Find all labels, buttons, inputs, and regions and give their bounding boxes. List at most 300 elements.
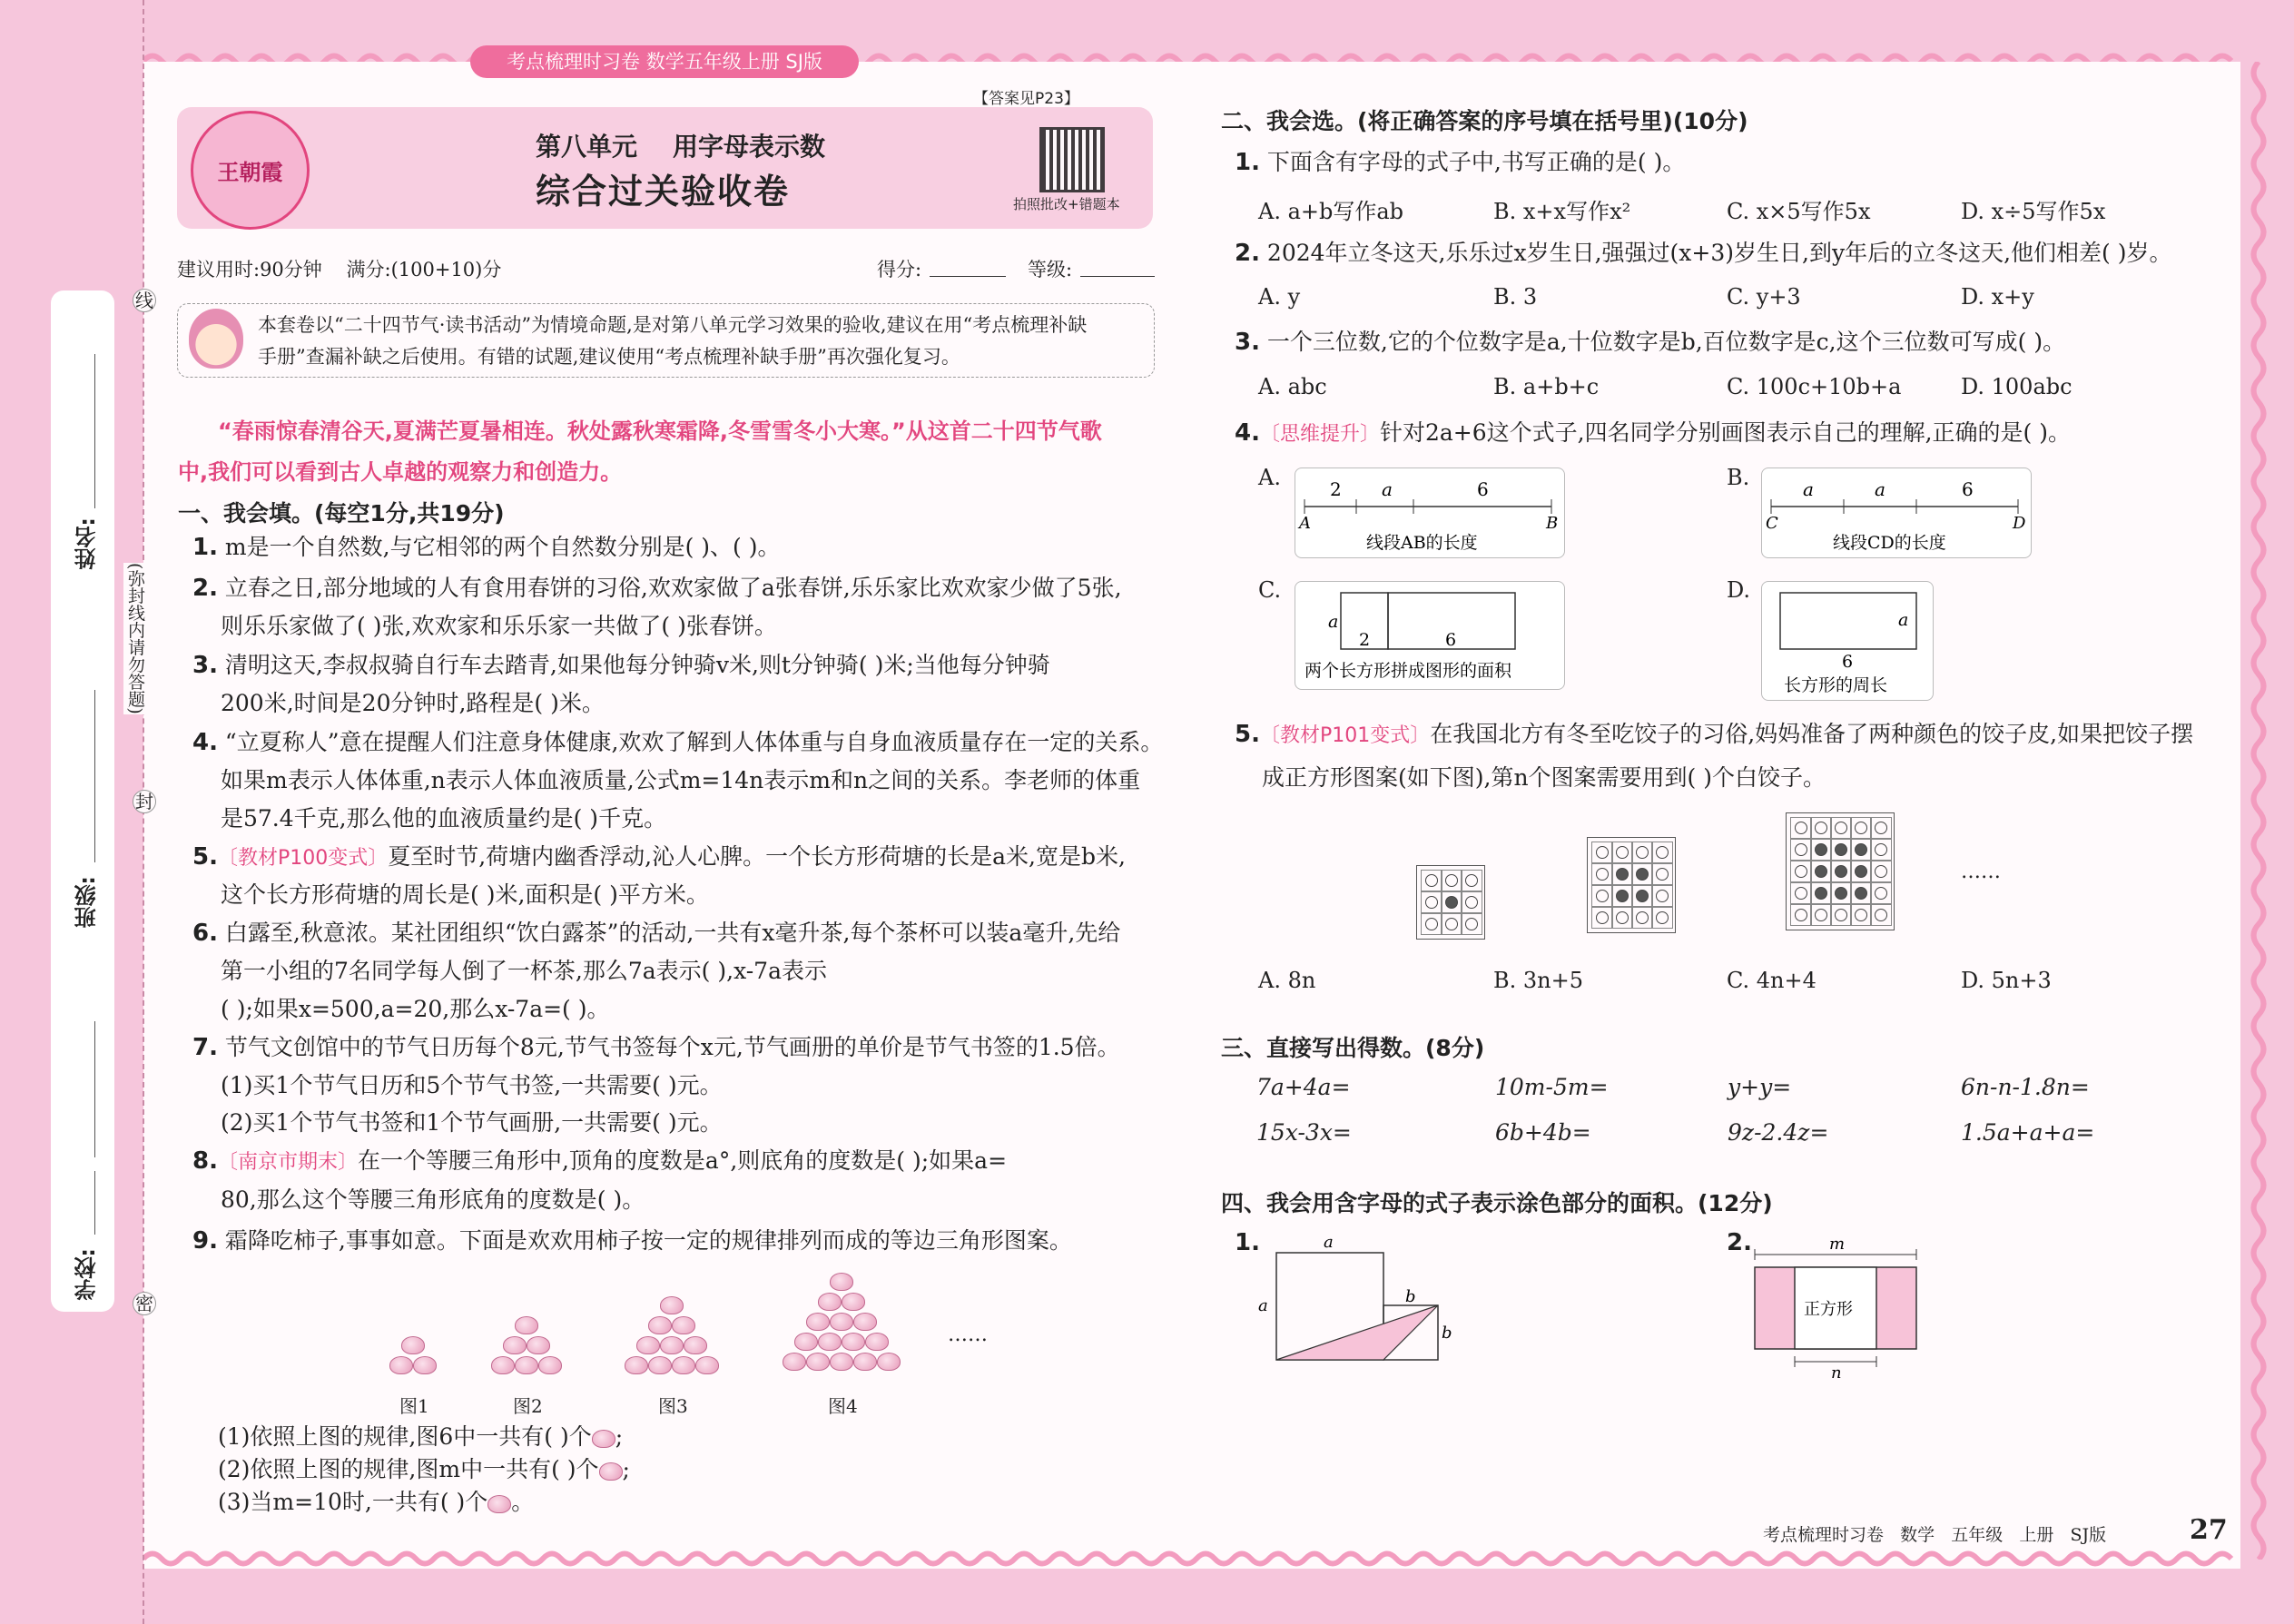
s1-q8 (192, 1146, 1007, 1178)
dumpling-cell (1870, 904, 1892, 926)
s1-q7-c: (2)买1个节气书签和1个节气画册,一共需要( )元。 (221, 1109, 723, 1136)
s2-q5-opt-c[interactable]: C. 4n+4 (1727, 968, 1816, 993)
persimmon (794, 1333, 818, 1351)
calc-item-3[interactable]: y+y= (1728, 1074, 1792, 1100)
s2-q3-num: 3. (1235, 329, 1260, 356)
s2-q5-opt-a[interactable]: A. 8n (1258, 968, 1316, 993)
persimmon-row (386, 1334, 440, 1354)
dumpling-cell (1591, 907, 1613, 929)
s2-q3-opt-c[interactable]: C. 100c+10b+a (1727, 374, 1902, 399)
dumpling-cell (1631, 885, 1653, 907)
dumpling-cell (1461, 913, 1482, 935)
fig-label-1: 图1 (399, 1395, 429, 1417)
persimmon (865, 1333, 889, 1351)
dumpling-cell (1810, 904, 1832, 926)
persimmon (660, 1296, 684, 1314)
dumpling-cell (1790, 882, 1812, 904)
s2-q1 (1235, 147, 1685, 178)
persimmon-row (773, 1311, 910, 1331)
persimmon (818, 1333, 842, 1351)
persimmon (684, 1336, 707, 1354)
persimmon (853, 1313, 877, 1331)
segment-ab-diagram (1295, 468, 1564, 557)
s2-q3-opt-b[interactable]: B. a+b+c (1493, 374, 1600, 399)
s1-q3-num: 3. (192, 652, 218, 679)
persimmon-row (617, 1314, 726, 1334)
answer-ref: 【答案见P23】 (973, 90, 1079, 108)
s1-q5-text-a: 夏至时节,荷塘内幽香浮动,沁人心脾。一个长方形荷塘的长是a米,宽是b米, (388, 843, 1126, 870)
fig2-label-square: 正方形 (1804, 1300, 1853, 1319)
s2-q4-letter-d[interactable]: D. (1727, 577, 1751, 603)
qr-caption: 拍照批改+错题本 (1013, 196, 1120, 212)
dumpling-cell (1850, 904, 1872, 926)
segment-cd-diagram (1762, 468, 2031, 557)
s2-q3 (1235, 327, 2065, 358)
seg-b-end-c: C (1766, 514, 1778, 533)
s2-q4-tag: 〔思维提升〕 (1259, 423, 1380, 446)
persimmon (527, 1336, 550, 1354)
dumpling-cell (1870, 882, 1892, 904)
dumpling-cell (1830, 882, 1852, 904)
s2-q2 (1235, 238, 2171, 269)
s2-q5-opt-d[interactable]: D. 5n+3 (1961, 968, 2052, 993)
s1-q4-c: 是57.4千克,那么他的血液质量约是( )千克。 (221, 805, 667, 832)
white-dumpling (1795, 822, 1807, 834)
dark-dumpling (1835, 865, 1847, 878)
dumpling-cell (1850, 817, 1872, 839)
s2-q4-text: 针对2a+6这个式子,四名同学分别画图表示自己的理解,正确的是( )。 (1379, 419, 2071, 446)
s4-fig-2 (1748, 1235, 1947, 1380)
s2-q2-opt-c[interactable]: C. y+3 (1727, 284, 1801, 310)
dumpling-cell (1850, 839, 1872, 861)
dark-dumpling (1855, 865, 1867, 878)
seg-b-label-6: 6 (1962, 478, 1974, 500)
dumpling-cell (1810, 839, 1832, 861)
white-dumpling (1425, 896, 1438, 909)
dark-dumpling (1835, 843, 1847, 856)
rect-c-label-2: 2 (1359, 630, 1371, 650)
s4-fig-1 (1253, 1235, 1471, 1371)
seg-a-end-a: A (1299, 514, 1311, 533)
section-4-title: 四、我会用含字母的式子表示涂色部分的面积。(12分) (1221, 1190, 1773, 1216)
dumpling-cell (1790, 817, 1812, 839)
fig-label-4: 图4 (828, 1395, 858, 1417)
s4-q2-num: 2. (1727, 1229, 1752, 1256)
persimmon (672, 1356, 695, 1374)
dumpling-cell (1790, 861, 1812, 882)
s1-q6-num: 6. (192, 920, 218, 947)
s1-q3 (192, 650, 1050, 681)
calc-item-2[interactable]: 10m-5m= (1495, 1074, 1609, 1100)
s1-q7 (192, 1032, 1120, 1063)
dumpling-cell (1441, 870, 1462, 891)
persimmon-row (486, 1354, 567, 1374)
white-dumpling (1795, 865, 1807, 878)
fig1-label-b-right: b (1442, 1324, 1452, 1343)
s1-q9-num: 9. (192, 1227, 218, 1255)
s1-q9-2-end: ; (622, 1456, 630, 1482)
dumpling-cell (1591, 842, 1613, 863)
s2-q3-opt-a[interactable]: A. abc (1258, 374, 1327, 399)
dumpling-cell (1611, 907, 1633, 929)
persimmon (503, 1336, 527, 1354)
seg-a-end-b: B (1546, 514, 1559, 533)
calc-item-1[interactable]: 7a+4a= (1256, 1074, 1351, 1100)
s1-q9-1-text: (1)依照上图的规律,图6中一共有( )个 (218, 1423, 592, 1450)
dark-dumpling (1445, 896, 1458, 909)
s2-q1-opt-c[interactable]: C. x×5写作5x (1727, 199, 1871, 224)
white-dumpling (1656, 846, 1669, 859)
s1-q2-num: 2. (192, 575, 218, 602)
white-dumpling (1596, 890, 1609, 902)
dumpling-cell (1830, 839, 1852, 861)
dumpling-cell (1611, 842, 1633, 863)
dumpling-cell (1651, 863, 1673, 885)
dumpling-cell (1830, 861, 1852, 882)
wavy-border-right (2249, 62, 2269, 1560)
s2-q2-opt-b[interactable]: B. 3 (1493, 284, 1538, 310)
q4d-caption: 长方形的周长 (1784, 675, 1888, 695)
white-dumpling (1875, 887, 1887, 900)
dumpling-cell (1591, 885, 1613, 907)
seg-b-label-a1: a (1803, 478, 1814, 500)
s1-q6-b: 第一小组的7名同学每人倒了一杯茶,那么7a表示( ),x-7a表示 (221, 958, 827, 984)
persimmon (818, 1293, 842, 1311)
fig1-label-b-top: b (1405, 1287, 1416, 1306)
persimmon-fig-3 (617, 1294, 726, 1374)
persimmon-row (617, 1294, 726, 1314)
s2-q5-num: 5. (1235, 721, 1260, 748)
s1-q7-num: 7. (192, 1034, 218, 1061)
persimmon (806, 1353, 830, 1371)
s2-q5 (1235, 719, 2193, 752)
calc-item-5[interactable]: 15x-3x= (1256, 1119, 1352, 1146)
s1-q9-3-end: 。 (511, 1489, 535, 1515)
dumpling-cell (1810, 882, 1832, 904)
poem-line-2: 中,我们可以看到古人卓越的观察力和创造力。 (178, 459, 623, 485)
side-class-label: 班级: (74, 876, 100, 929)
time-info: 建议用时:90分钟 满分:(100+10)分 (177, 259, 502, 281)
s1-q2-text-a: 立春之日,部分地域的人有食用春饼的习俗,欢欢家做了a张春饼,乐乐家比欢欢家少做了5张, (224, 575, 1122, 601)
seg-a-label-6: 6 (1477, 478, 1489, 500)
fig1-label-a-left: a (1258, 1296, 1268, 1315)
s2-q2-opt-a[interactable]: A. y (1258, 284, 1301, 310)
dumpling-cell (1611, 863, 1633, 885)
persimmon-icon (487, 1495, 511, 1513)
dark-dumpling (1636, 890, 1649, 902)
rect-c-label-a: a (1328, 612, 1339, 632)
s2-q5-tag: 〔教材P101变式〕 (1259, 724, 1431, 747)
unit-title: 第八单元 用字母表示数 (536, 132, 825, 162)
persimmon-row (386, 1354, 440, 1374)
white-dumpling (1835, 822, 1847, 834)
dumpling-cell (1611, 885, 1633, 907)
s2-q5-opt-b[interactable]: B. 3n+5 (1493, 968, 1583, 993)
s1-q5-b: 这个长方形荷塘的周长是( )米,面积是( )平方米。 (221, 881, 709, 908)
dumpling-cell (1870, 817, 1892, 839)
s2-q4-num: 4. (1235, 419, 1260, 447)
persimmon (515, 1356, 538, 1374)
s1-q7-text-a: 节气文创馆中的节气日历每个8元,节气书签每个x元,节气画册的单价是节气书签的1.5倍。 (224, 1034, 1120, 1060)
q4b-caption: 线段CD的长度 (1833, 533, 1946, 553)
white-dumpling (1616, 846, 1629, 859)
s1-q1-text: m是一个自然数,与它相邻的两个自然数分别是( )、( )。 (224, 534, 781, 560)
brand-logo-text: 王朝霞 (217, 160, 283, 185)
dumpling-cell (1441, 913, 1462, 935)
persimmon (389, 1356, 413, 1374)
s1-q5-num: 5. (192, 843, 218, 871)
white-dumpling (1656, 911, 1669, 924)
q4c-caption: 两个长方形拼成图形的面积 (1305, 661, 1512, 681)
s1-q1-num: 1. (192, 534, 218, 561)
calc-item-7[interactable]: 9z-2.4z= (1728, 1119, 1829, 1146)
white-dumpling (1425, 874, 1438, 887)
persimmon-row (773, 1331, 910, 1351)
persimmon (660, 1336, 684, 1354)
s1-q8-num: 8. (192, 1147, 218, 1175)
section-2-title: 二、我会选。(将正确答案的序号填在括号里)(10分) (1221, 108, 1748, 134)
dark-dumpling (1636, 868, 1649, 881)
calc-item-8[interactable]: 1.5a+a+a= (1961, 1119, 2095, 1146)
persimmon-fig-2 (486, 1314, 567, 1374)
poem-line-1: “春雨惊春清谷天,夏满芒夏暑相连。秋处露秋寒霜降,冬雪雪冬小大寒。”从这首二十四节气歌 (218, 418, 1102, 444)
s2-q2-num: 2. (1235, 240, 1260, 267)
s1-q9-2 (218, 1454, 630, 1485)
dumpling-cell (1850, 861, 1872, 882)
intro-text-1: 本套卷以“二十四节气·读书活动”为情境命题,是对第八单元学习效果的验收,建议在用“考点梳理补缺 (258, 314, 1088, 336)
persimmon (538, 1356, 562, 1374)
page-title: 综合过关验收卷 (536, 172, 791, 212)
persimmon (491, 1356, 515, 1374)
s2-q4-letter-a[interactable]: A. (1258, 465, 1281, 490)
s2-q4-fig-d[interactable] (1761, 581, 1934, 701)
side-school-label: 学校: (74, 1248, 100, 1301)
s2-q1-text: 下面含有字母的式子中,书写正确的是( )。 (1266, 149, 1686, 175)
persimmon-icon (599, 1462, 623, 1481)
dumpling-cell (1651, 842, 1673, 863)
dumpling-pattern-2 (1587, 837, 1676, 933)
binding-panel (51, 290, 114, 1312)
dumpling-cell (1631, 907, 1653, 929)
s1-q9 (192, 1225, 1072, 1256)
dumpling-cell (1830, 904, 1852, 926)
dumpling-ellipsis: …… (1961, 861, 2001, 883)
s1-q6 (192, 918, 1120, 949)
s2-q4-letter-c[interactable]: C. (1258, 577, 1282, 603)
s2-q2-text: 2024年立冬这天,乐乐过x岁生日,强强过(x+3)岁生日,到y年后的立冬这天,他们相差( )岁。 (1266, 240, 2172, 266)
side-school-line (94, 1171, 95, 1235)
wavy-border-bottom (143, 1549, 2240, 1569)
seg-a-label-2: 2 (1330, 478, 1342, 500)
white-dumpling (1445, 874, 1458, 887)
intro-text-2: 手册”查漏补缺之后使用。有错的试题,建议使用“考点梳理补缺手册”再次强化复习。 (258, 346, 960, 368)
dumpling-cell (1631, 863, 1653, 885)
persimmon (806, 1313, 830, 1331)
rect-c-label-6: 6 (1445, 630, 1457, 650)
s2-q4-fig-a[interactable] (1295, 468, 1565, 558)
s1-q9-text: 霜降吃柿子,事事如意。下面是欢欢用柿子按一定的规律排列而成的等边三角形图案。 (224, 1227, 1072, 1254)
white-dumpling (1855, 909, 1867, 921)
section-1-title: 一、我会填。(每空1分,共19分) (178, 500, 505, 527)
white-dumpling (1795, 909, 1807, 921)
s2-q4-fig-c[interactable] (1295, 581, 1565, 690)
white-dumpling (1465, 874, 1478, 887)
dumpling-cell (1810, 861, 1832, 882)
s1-q3-text-a: 清明这天,李叔叔骑自行车去踏青,如果他每分钟骑v米,则t分钟骑( )米;当他每分钟骑 (224, 652, 1050, 678)
persimmon (636, 1336, 660, 1354)
side-class-line-2 (94, 1021, 95, 1157)
top-banner: 考点梳理时习卷 数学五年级上册 SJ版 (470, 45, 859, 78)
dumpling-pattern-1 (1416, 865, 1485, 940)
s1-q6-c: ( );如果x=500,a=20,那么x-7a=( )。 (221, 996, 610, 1022)
s1-q8-tag: 〔南京市期末〕 (217, 1151, 358, 1174)
side-name-line (94, 354, 95, 508)
side-line-char-bot: 密 (133, 1292, 156, 1315)
persimmon-row (486, 1314, 567, 1334)
dumpling-cell (1810, 817, 1832, 839)
dumpling-cell (1870, 839, 1892, 861)
persimmon (695, 1356, 719, 1374)
seg-b-end-d: D (2013, 514, 2026, 533)
dumpling-cell (1421, 891, 1442, 913)
s2-q4 (1235, 418, 2071, 450)
s1-q8-text-a: 在一个等腰三角形中,顶角的度数是a°,则底角的度数是( );如果a= (357, 1147, 1008, 1174)
dumpling-cell (1461, 891, 1482, 913)
persimmon-ellipsis: …… (948, 1324, 988, 1346)
s1-q3-b: 200米,时间是20分钟时,路程是( )米。 (221, 690, 605, 716)
dumpling-cell (1421, 870, 1442, 891)
persimmon (877, 1353, 901, 1371)
persimmon (842, 1293, 865, 1311)
seg-b-label-a2: a (1875, 478, 1885, 500)
girl-avatar (189, 309, 243, 369)
s2-q4-letter-b[interactable]: B. (1727, 465, 1750, 490)
s1-q5-tag: 〔教材P100变式〕 (217, 847, 389, 870)
s1-q7-b: (1)买1个节气日历和5个节气书签,一共需要( )元。 (221, 1072, 723, 1098)
fig-label-3: 图3 (658, 1395, 688, 1417)
dumpling-cell (1631, 842, 1653, 863)
persimmon-row (617, 1354, 726, 1374)
s2-q4-fig-b[interactable] (1761, 468, 2032, 558)
s2-q2-opt-d[interactable]: D. x+y (1961, 284, 2034, 310)
dumpling-cell (1850, 882, 1872, 904)
persimmon (625, 1356, 648, 1374)
section-3-title: 三、直接写出得数。(8分) (1221, 1035, 1485, 1061)
persimmon-fig-1 (386, 1334, 440, 1374)
white-dumpling (1875, 909, 1887, 921)
dark-dumpling (1815, 887, 1827, 900)
white-dumpling (1445, 918, 1458, 930)
white-dumpling (1835, 909, 1847, 921)
calc-item-4[interactable]: 6n-n-1.8n= (1961, 1074, 2090, 1100)
persimmon (672, 1316, 695, 1334)
white-dumpling (1815, 822, 1827, 834)
persimmon (648, 1316, 672, 1334)
dumpling-cell (1441, 891, 1462, 913)
brand-logo (191, 111, 310, 230)
dark-dumpling (1835, 887, 1847, 900)
s1-q4 (192, 727, 1163, 758)
persimmon-row (486, 1334, 567, 1354)
persimmon (830, 1313, 853, 1331)
s2-q1-opt-b[interactable]: B. x+x写作x² (1493, 199, 1631, 224)
seg-a-label-a: a (1382, 478, 1393, 500)
white-dumpling (1656, 868, 1669, 881)
white-dumpling (1465, 918, 1478, 930)
footer-text: 考点梳理时习卷 数学 五年级 上册 SJ版 (1763, 1525, 2107, 1545)
s1-q9-3 (218, 1487, 534, 1518)
grade-field[interactable] (1080, 276, 1155, 277)
white-dumpling (1465, 896, 1478, 909)
persimmon (830, 1353, 853, 1371)
white-dumpling (1815, 909, 1827, 921)
s4-q1-num: 1. (1235, 1229, 1260, 1256)
persimmon (842, 1333, 865, 1351)
s1-q2-b: 则乐乐家做了( )张,欢欢家和乐乐家一共做了( )张春饼。 (221, 613, 777, 639)
white-dumpling (1596, 846, 1609, 859)
persimmon (648, 1356, 672, 1374)
white-dumpling (1596, 868, 1609, 881)
persimmon-row (773, 1351, 910, 1371)
s1-q9-3-text: (3)当m=10时,一共有( )个 (218, 1489, 488, 1515)
s2-q5-b: 成正方形图案(如下图),第n个图案需要用到( )个白饺子。 (1262, 764, 1826, 791)
s1-q1 (192, 532, 780, 563)
white-dumpling (1596, 911, 1609, 924)
fig1-label-a-top: a (1324, 1235, 1334, 1252)
side-notice: (弥封线内请勿答题) (123, 563, 148, 714)
dumpling-cell (1461, 870, 1482, 891)
fig-label-2: 图2 (513, 1395, 543, 1417)
grade-label: 等级: (1028, 259, 1073, 281)
fig2-label-n: n (1831, 1363, 1842, 1380)
dark-dumpling (1616, 890, 1629, 902)
side-line-char-mid: 封 (133, 790, 156, 813)
dumpling-cell (1591, 863, 1613, 885)
s1-q6-text-a: 白露至,秋意浓。某社团组织“饮白露茶”的活动,一共有x毫升茶,每个茶杯可以装a毫升,先给 (224, 920, 1121, 946)
white-dumpling (1875, 822, 1887, 834)
dark-dumpling (1815, 865, 1827, 878)
persimmon-icon (592, 1430, 615, 1448)
white-dumpling (1425, 918, 1438, 930)
two-rectangles-diagram (1295, 582, 1564, 689)
s2-q1-opt-a[interactable]: A. a+b写作ab (1258, 199, 1404, 224)
s1-q2 (192, 573, 1122, 604)
s2-q1-opt-d[interactable]: D. x÷5写作5x (1961, 199, 2106, 224)
s1-q9-1-end: ; (615, 1423, 624, 1450)
white-dumpling (1795, 887, 1807, 900)
white-dumpling (1636, 846, 1649, 859)
persimmon (830, 1273, 853, 1291)
s1-q4-b: 如果m表示人体体重,n表示人体血液质量,公式m=14n表示m和n之间的关系。李老师的体重 (221, 767, 1141, 793)
side-line-char-top: 线 (133, 289, 156, 312)
dumpling-cell (1790, 904, 1812, 926)
persimmon (401, 1336, 425, 1354)
s2-q3-text: 一个三位数,它的个位数字是a,十位数字是b,百位数字是c,这个三位数可写成( )。 (1266, 329, 2066, 355)
s2-q3-opt-d[interactable]: D. 100abc (1961, 374, 2072, 399)
rect-d-label-a: a (1898, 610, 1909, 630)
white-dumpling (1616, 911, 1629, 924)
score-field[interactable] (930, 276, 1006, 277)
white-dumpling (1795, 843, 1807, 856)
persimmon-row (773, 1271, 910, 1291)
persimmon-fig-4 (773, 1271, 910, 1371)
page-number: 27 (2190, 1514, 2228, 1546)
white-dumpling (1875, 865, 1887, 878)
qr-code (1039, 127, 1105, 192)
calc-item-6[interactable]: 6b+4b= (1495, 1119, 1591, 1146)
persimmon (853, 1353, 877, 1371)
dark-dumpling (1815, 843, 1827, 856)
